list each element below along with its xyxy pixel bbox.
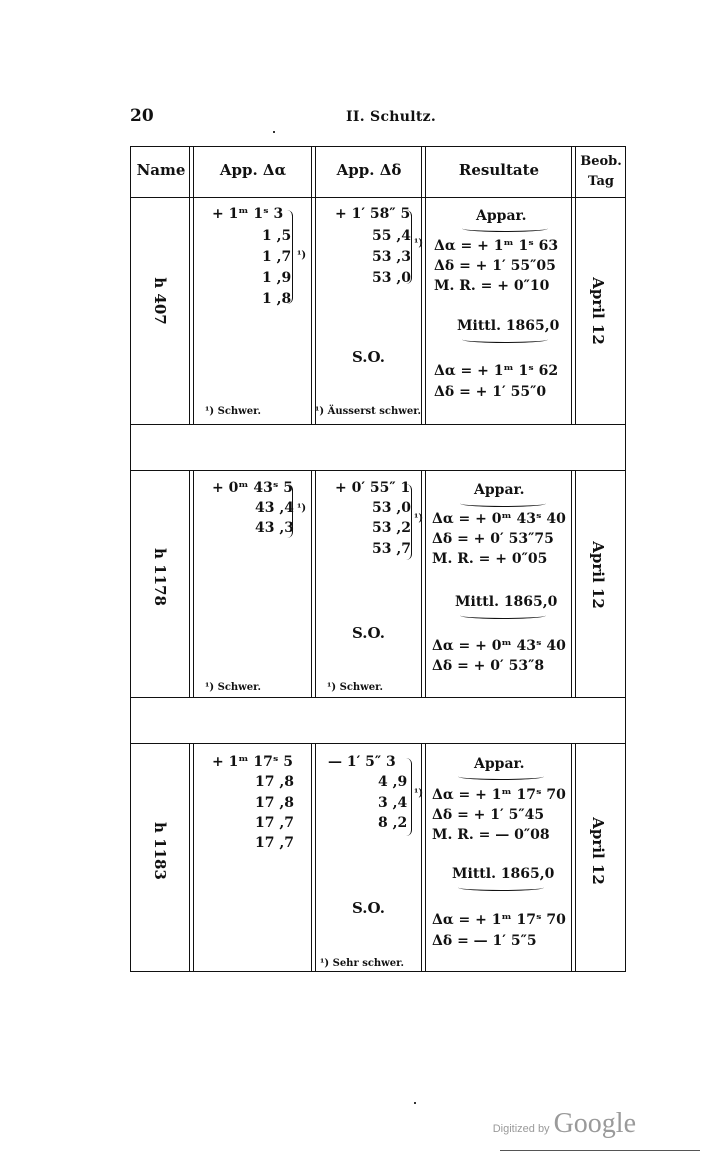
column-divider: [571, 197, 576, 424]
column-divider: [189, 197, 194, 424]
footnote: ¹) Schwer.: [205, 682, 261, 693]
scan-edge: [500, 1150, 700, 1151]
footnote-mark: ¹): [414, 788, 424, 799]
da-value: 17 ,7: [255, 815, 294, 831]
table-bottom-rule: [130, 971, 626, 972]
footnote-mark: ¹): [297, 250, 307, 261]
result-line: M. R. = — 0″08: [432, 827, 550, 843]
so-label: S.O.: [352, 899, 385, 917]
brace: [406, 210, 412, 284]
dd-value: — 1′ 5″ 3: [328, 754, 396, 770]
watermark-prefix: Digitized by: [492, 1123, 550, 1135]
running-head: II. Schultz.: [346, 109, 437, 125]
table-top-rule: [130, 146, 626, 147]
footnote: ¹) Schwer.: [327, 682, 383, 693]
observation-day: April 12: [589, 541, 607, 609]
tilde-rule: [460, 500, 546, 507]
result-line: Δα = + 1ᵐ 17ˢ 70: [432, 912, 566, 928]
dd-value: + 1′ 58″ 5: [335, 206, 411, 222]
dd-value: 53 ,0: [372, 270, 411, 286]
da-value: 17 ,7: [255, 835, 294, 851]
observation-day: April 12: [589, 277, 607, 345]
header-beob: Beob.: [580, 154, 622, 169]
appar-title: Appar.: [474, 482, 525, 498]
so-label: S.O.: [352, 348, 385, 366]
da-value: 17 ,8: [255, 774, 294, 790]
mittl-title: Mittl. 1865,0: [452, 866, 555, 882]
so-label: S.O.: [352, 624, 385, 642]
da-value: + 0ᵐ 43ˢ 5: [212, 480, 294, 496]
row-rule: [130, 743, 626, 744]
column-divider: [421, 470, 426, 697]
tilde-rule: [458, 773, 544, 780]
dd-value: 4 ,9: [378, 774, 408, 790]
result-line: Δδ = + 0′ 53″8: [432, 658, 545, 674]
mittl-title: Mittl. 1865,0: [455, 594, 558, 610]
page-number: 20: [130, 106, 154, 126]
observation-day: April 12: [589, 817, 607, 885]
column-divider: [311, 743, 316, 971]
column-divider: [311, 197, 316, 424]
header-app-dd: App. Δδ: [336, 161, 402, 179]
header-tag: Tag: [588, 174, 614, 189]
footnote-mark: ¹): [414, 513, 424, 524]
tilde-rule: [462, 225, 548, 232]
result-line: Δδ = + 1′ 5″45: [432, 807, 545, 823]
footnote-mark: ¹): [297, 503, 307, 514]
result-line: Δδ = + 1′ 55″0: [434, 384, 547, 400]
scan-speck: [414, 1102, 416, 1104]
tilde-rule: [458, 884, 544, 891]
digitized-watermark: [493, 1108, 636, 1140]
result-line: Δα = + 0ᵐ 43ˢ 40: [432, 638, 566, 654]
scan-speck: [273, 131, 275, 133]
table-right-border: [625, 146, 626, 972]
brace: [287, 210, 293, 304]
result-line: Δα = + 1ᵐ 17ˢ 70: [432, 787, 566, 803]
column-divider: [189, 470, 194, 697]
row-rule: [130, 470, 626, 471]
footnote: ¹) Sehr schwer.: [320, 958, 404, 969]
dd-value: 53 ,0: [372, 500, 411, 516]
header-name: Name: [136, 161, 186, 179]
result-line: Δδ = + 1′ 55″05: [434, 258, 556, 274]
tilde-rule: [460, 612, 546, 619]
header-resultate: Resultate: [458, 161, 540, 179]
dd-value: 53 ,7: [372, 541, 411, 557]
star-name: h 1178: [151, 548, 169, 606]
result-line: M. R. = + 0″05: [432, 551, 548, 567]
result-line: Δα = + 1ᵐ 1ˢ 62: [434, 363, 559, 379]
mittl-title: Mittl. 1865,0: [457, 318, 560, 334]
appar-title: Appar.: [474, 756, 525, 772]
column-divider: [421, 743, 426, 971]
dd-value: + 0′ 55″ 1: [335, 480, 411, 496]
star-name: h 1183: [151, 822, 169, 880]
column-divider: [421, 197, 426, 424]
tilde-rule: [462, 336, 548, 343]
result-line: Δα = + 1ᵐ 1ˢ 63: [434, 238, 559, 254]
dd-value: 3 ,4: [378, 795, 408, 811]
da-value: 1 ,9: [262, 270, 292, 286]
column-divider: [571, 470, 576, 697]
result-line: Δα = + 0ᵐ 43ˢ 40: [432, 511, 566, 527]
dd-value: 53 ,3: [372, 249, 411, 265]
appar-title: Appar.: [476, 208, 527, 224]
result-line: Δδ = + 0′ 53″75: [432, 531, 554, 547]
footnote: ¹) Schwer.: [205, 406, 261, 417]
da-value: 43 ,3: [255, 520, 294, 536]
dd-value: 53 ,2: [372, 520, 411, 536]
brace: [406, 758, 412, 836]
brace: [406, 484, 412, 560]
da-value: 1 ,8: [262, 291, 292, 307]
column-divider: [189, 743, 194, 971]
column-divider: [311, 470, 316, 697]
row-rule: [130, 424, 626, 425]
da-value: + 1ᵐ 1ˢ 3: [212, 206, 284, 222]
dd-value: 55 ,4: [372, 228, 411, 244]
footnote-mark: ¹): [414, 238, 424, 249]
star-name: h 407: [151, 277, 169, 325]
brace: [287, 484, 293, 538]
da-value: + 1ᵐ 17ˢ 5: [212, 754, 294, 770]
header-app-da: App. Δα: [219, 161, 287, 179]
column-divider: [571, 743, 576, 971]
result-line: M. R. = + 0″10: [434, 278, 550, 294]
row-rule: [130, 697, 626, 698]
da-value: 1 ,5: [262, 228, 292, 244]
da-value: 17 ,8: [255, 795, 294, 811]
table-left-border: [130, 146, 131, 972]
da-value: 1 ,7: [262, 249, 292, 265]
result-line: Δδ = — 1′ 5″5: [432, 933, 537, 949]
footnote: ¹) Äusserst schwer.: [315, 406, 422, 417]
header-rule: [130, 197, 626, 198]
da-value: 43 ,4: [255, 500, 294, 516]
google-logo: Google: [553, 1108, 636, 1139]
dd-value: 8 ,2: [378, 815, 408, 831]
